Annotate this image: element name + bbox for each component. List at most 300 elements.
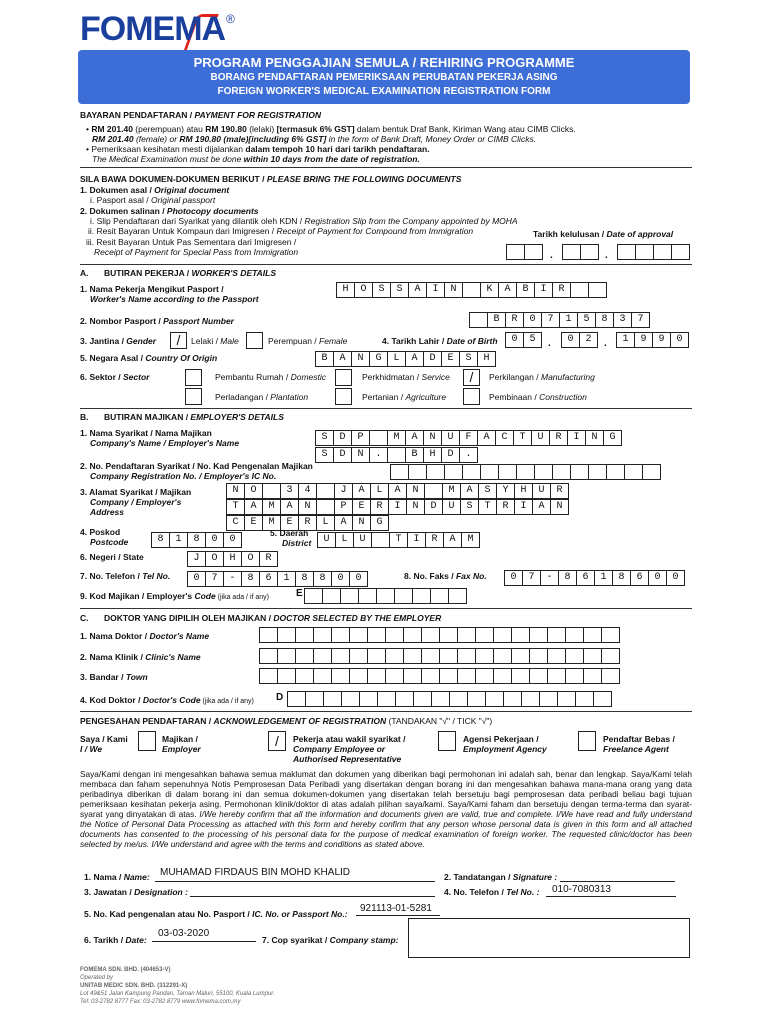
char-cell[interactable] <box>377 691 396 707</box>
char-cell[interactable] <box>588 464 607 480</box>
char-cell[interactable]: I <box>514 499 533 515</box>
char-cell[interactable] <box>534 464 553 480</box>
char-cell[interactable]: D <box>333 447 352 463</box>
char-cell[interactable]: 9 <box>652 332 671 348</box>
char-cell[interactable]: J <box>334 483 353 499</box>
signer-name-value[interactable]: MUHAMAD FIRDAUS BIN MOHD KHALID <box>160 867 351 878</box>
char-cell[interactable]: E <box>244 515 263 531</box>
char-cell[interactable] <box>390 464 409 480</box>
char-cell[interactable] <box>367 627 386 643</box>
char-cell[interactable]: 1 <box>616 332 635 348</box>
char-cell[interactable]: N <box>423 430 442 446</box>
char-cell[interactable] <box>376 588 395 604</box>
char-cell[interactable] <box>583 627 602 643</box>
char-cell[interactable] <box>331 627 350 643</box>
char-cell[interactable] <box>259 668 278 684</box>
char-cell[interactable] <box>529 627 548 643</box>
char-cell[interactable] <box>570 464 589 480</box>
char-cell[interactable]: A <box>244 499 263 515</box>
char-cell[interactable]: 8 <box>595 312 614 328</box>
char-cell[interactable]: S <box>478 483 497 499</box>
char-cell[interactable]: C <box>495 430 514 446</box>
char-cell[interactable] <box>624 464 643 480</box>
char-cell[interactable] <box>485 691 504 707</box>
char-cell[interactable] <box>516 464 535 480</box>
company-stamp-box[interactable] <box>408 918 690 958</box>
char-cell[interactable] <box>385 648 404 664</box>
char-cell[interactable]: T <box>513 430 532 446</box>
char-cell[interactable]: 1 <box>277 571 296 587</box>
char-cell[interactable] <box>565 648 584 664</box>
char-cell[interactable]: 1 <box>169 532 188 548</box>
char-cell[interactable] <box>295 648 314 664</box>
char-cell[interactable] <box>322 588 341 604</box>
char-cell[interactable] <box>323 691 342 707</box>
char-cell[interactable]: 0 <box>205 532 224 548</box>
char-cell[interactable]: U <box>531 430 550 446</box>
char-cell[interactable] <box>421 668 440 684</box>
char-cell[interactable]: N <box>406 483 425 499</box>
char-cell[interactable]: H <box>336 282 355 298</box>
char-cell[interactable]: 1 <box>559 312 578 328</box>
char-cell[interactable] <box>403 627 422 643</box>
char-cell[interactable] <box>547 648 566 664</box>
char-cell[interactable] <box>421 627 440 643</box>
char-cell[interactable]: A <box>280 499 299 515</box>
char-cell[interactable]: 2 <box>579 332 598 348</box>
char-cell[interactable]: A <box>408 282 427 298</box>
char-cell[interactable] <box>439 648 458 664</box>
sector-plantation-checkbox[interactable] <box>185 388 202 405</box>
company-name-grid-1[interactable] <box>316 430 622 446</box>
char-cell[interactable] <box>424 483 443 499</box>
char-cell[interactable]: 7 <box>522 570 541 586</box>
char-cell[interactable]: O <box>241 551 260 567</box>
signer-ic-value[interactable]: 921113-01-5281 <box>360 903 432 914</box>
char-cell[interactable] <box>475 627 494 643</box>
char-cell[interactable]: S <box>315 447 334 463</box>
char-cell[interactable]: 0 <box>349 571 368 587</box>
char-cell[interactable]: D <box>441 447 460 463</box>
char-cell[interactable]: 8 <box>313 571 332 587</box>
char-cell[interactable] <box>369 430 388 446</box>
char-cell[interactable]: 5 <box>523 332 542 348</box>
char-cell[interactable]: S <box>390 282 409 298</box>
char-cell[interactable] <box>521 691 540 707</box>
char-cell[interactable] <box>529 648 548 664</box>
char-cell[interactable]: E <box>441 351 460 367</box>
char-cell[interactable]: B <box>487 312 506 328</box>
char-cell[interactable]: A <box>388 483 407 499</box>
char-cell[interactable] <box>467 691 486 707</box>
dob-day[interactable] <box>506 332 542 348</box>
char-cell[interactable]: M <box>442 483 461 499</box>
char-cell[interactable] <box>316 483 335 499</box>
char-cell[interactable] <box>331 668 350 684</box>
char-cell[interactable]: A <box>352 483 371 499</box>
char-cell[interactable] <box>305 691 324 707</box>
fax-grid[interactable] <box>505 570 685 586</box>
char-cell[interactable] <box>493 668 512 684</box>
char-cell[interactable] <box>480 464 499 480</box>
char-cell[interactable] <box>430 588 449 604</box>
char-cell[interactable]: 8 <box>187 532 206 548</box>
company-name-grid-2[interactable] <box>316 447 478 463</box>
char-cell[interactable]: 8 <box>558 570 577 586</box>
char-cell[interactable]: H <box>223 551 242 567</box>
char-cell[interactable]: N <box>226 483 245 499</box>
char-cell[interactable]: 0 <box>505 332 524 348</box>
char-cell[interactable]: M <box>387 430 406 446</box>
char-cell[interactable] <box>511 648 530 664</box>
char-cell[interactable] <box>457 627 476 643</box>
char-cell[interactable] <box>403 648 422 664</box>
state-grid[interactable] <box>188 551 278 567</box>
char-cell[interactable] <box>444 464 463 480</box>
approval-date-month[interactable] <box>563 244 599 260</box>
char-cell[interactable]: A <box>498 282 517 298</box>
char-cell[interactable] <box>606 464 625 480</box>
char-cell[interactable] <box>341 691 360 707</box>
district-grid[interactable] <box>318 532 480 548</box>
char-cell[interactable]: A <box>460 483 479 499</box>
char-cell[interactable] <box>367 668 386 684</box>
char-cell[interactable]: L <box>335 532 354 548</box>
employer-code-grid[interactable] <box>305 588 467 604</box>
char-cell[interactable] <box>287 691 306 707</box>
char-cell[interactable] <box>262 483 281 499</box>
approval-date-year[interactable] <box>618 244 690 260</box>
ack-employer-checkbox[interactable] <box>138 731 156 751</box>
char-cell[interactable]: D <box>424 499 443 515</box>
char-cell[interactable] <box>277 648 296 664</box>
char-cell[interactable]: C <box>226 515 245 531</box>
char-cell[interactable] <box>601 627 620 643</box>
char-cell[interactable] <box>493 648 512 664</box>
postcode-grid[interactable] <box>152 532 242 548</box>
char-cell[interactable] <box>475 668 494 684</box>
char-cell[interactable]: 8 <box>612 570 631 586</box>
char-cell[interactable]: S <box>459 351 478 367</box>
char-cell[interactable] <box>349 627 368 643</box>
char-cell[interactable] <box>316 499 335 515</box>
char-cell[interactable]: 7 <box>541 312 560 328</box>
char-cell[interactable]: M <box>262 515 281 531</box>
char-cell[interactable]: U <box>532 483 551 499</box>
char-cell[interactable]: T <box>478 499 497 515</box>
char-cell[interactable]: R <box>549 430 568 446</box>
char-cell[interactable]: - <box>223 571 242 587</box>
dob-month[interactable] <box>562 332 598 348</box>
char-cell[interactable] <box>313 668 332 684</box>
dob-year[interactable] <box>617 332 689 348</box>
char-cell[interactable] <box>642 464 661 480</box>
char-cell[interactable]: U <box>441 430 460 446</box>
char-cell[interactable]: R <box>370 499 389 515</box>
char-cell[interactable]: 0 <box>523 312 542 328</box>
char-cell[interactable] <box>349 668 368 684</box>
char-cell[interactable]: R <box>298 515 317 531</box>
ack-freelance-checkbox[interactable] <box>578 731 596 751</box>
gender-female-checkbox[interactable] <box>246 332 263 349</box>
char-cell[interactable]: O <box>354 282 373 298</box>
char-cell[interactable] <box>387 447 406 463</box>
char-cell[interactable]: I <box>426 282 445 298</box>
char-cell[interactable]: N <box>550 499 569 515</box>
char-cell[interactable]: R <box>550 483 569 499</box>
char-cell[interactable] <box>304 588 323 604</box>
approval-date-day[interactable] <box>507 244 543 260</box>
char-cell[interactable] <box>552 464 571 480</box>
char-cell[interactable]: U <box>353 532 372 548</box>
char-cell[interactable] <box>371 532 390 548</box>
char-cell[interactable] <box>439 627 458 643</box>
char-cell[interactable] <box>394 588 413 604</box>
char-cell[interactable] <box>412 588 431 604</box>
char-cell[interactable] <box>426 464 445 480</box>
char-cell[interactable]: S <box>315 430 334 446</box>
char-cell[interactable]: T <box>389 532 408 548</box>
char-cell[interactable]: 3 <box>613 312 632 328</box>
char-cell[interactable] <box>439 668 458 684</box>
char-cell[interactable]: 4 <box>298 483 317 499</box>
char-cell[interactable] <box>557 691 576 707</box>
char-cell[interactable]: I <box>567 430 586 446</box>
char-cell[interactable] <box>408 464 427 480</box>
char-cell[interactable]: N <box>444 282 463 298</box>
char-cell[interactable]: H <box>514 483 533 499</box>
char-cell[interactable]: K <box>480 282 499 298</box>
ack-representative-checkbox[interactable]: / <box>268 731 286 751</box>
char-cell[interactable] <box>462 282 481 298</box>
address-grid-1[interactable] <box>227 483 569 499</box>
char-cell[interactable] <box>331 648 350 664</box>
char-cell[interactable] <box>358 588 377 604</box>
tel-grid[interactable] <box>188 571 368 587</box>
char-cell[interactable] <box>421 648 440 664</box>
char-cell[interactable]: 0 <box>187 571 206 587</box>
char-cell[interactable] <box>259 648 278 664</box>
char-cell[interactable]: 0 <box>666 570 685 586</box>
char-cell[interactable]: A <box>405 351 424 367</box>
char-cell[interactable] <box>403 668 422 684</box>
char-cell[interactable] <box>493 627 512 643</box>
gender-male-checkbox[interactable]: / <box>170 332 187 349</box>
char-cell[interactable] <box>475 648 494 664</box>
char-cell[interactable]: M <box>461 532 480 548</box>
char-cell[interactable]: U <box>442 499 461 515</box>
ack-agency-checkbox[interactable] <box>438 731 456 751</box>
char-cell[interactable]: M <box>262 499 281 515</box>
country-grid[interactable] <box>316 351 496 367</box>
char-cell[interactable]: 8 <box>151 532 170 548</box>
clinic-name-grid[interactable] <box>260 648 620 664</box>
char-cell[interactable] <box>295 668 314 684</box>
char-cell[interactable]: B <box>405 447 424 463</box>
worker-name-grid[interactable] <box>337 282 607 298</box>
char-cell[interactable] <box>313 627 332 643</box>
char-cell[interactable]: N <box>351 351 370 367</box>
char-cell[interactable]: G <box>603 430 622 446</box>
char-cell[interactable]: 0 <box>561 332 580 348</box>
char-cell[interactable]: 9 <box>634 332 653 348</box>
sector-domestic-checkbox[interactable] <box>185 369 202 386</box>
town-grid[interactable] <box>260 668 620 684</box>
char-cell[interactable]: N <box>351 447 370 463</box>
char-cell[interactable]: H <box>423 447 442 463</box>
char-cell[interactable] <box>601 648 620 664</box>
char-cell[interactable]: J <box>187 551 206 567</box>
char-cell[interactable] <box>259 627 278 643</box>
char-cell[interactable] <box>462 464 481 480</box>
char-cell[interactable]: F <box>459 430 478 446</box>
char-cell[interactable]: 6 <box>630 570 649 586</box>
char-cell[interactable]: 7 <box>205 571 224 587</box>
char-cell[interactable]: S <box>372 282 391 298</box>
char-cell[interactable]: E <box>352 499 371 515</box>
char-cell[interactable] <box>277 627 296 643</box>
char-cell[interactable]: 7 <box>631 312 650 328</box>
char-cell[interactable]: 6 <box>259 571 278 587</box>
char-cell[interactable] <box>575 691 594 707</box>
char-cell[interactable] <box>448 588 467 604</box>
char-cell[interactable]: I <box>407 532 426 548</box>
char-cell[interactable] <box>529 668 548 684</box>
char-cell[interactable] <box>511 668 530 684</box>
char-cell[interactable]: R <box>496 499 515 515</box>
char-cell[interactable]: 0 <box>670 332 689 348</box>
char-cell[interactable]: - <box>540 570 559 586</box>
char-cell[interactable]: 8 <box>295 571 314 587</box>
char-cell[interactable] <box>511 627 530 643</box>
char-cell[interactable]: 0 <box>223 532 242 548</box>
char-cell[interactable] <box>313 648 332 664</box>
char-cell[interactable] <box>565 668 584 684</box>
char-cell[interactable] <box>349 648 368 664</box>
address-grid-2[interactable] <box>227 499 569 515</box>
char-cell[interactable]: H <box>477 351 496 367</box>
char-cell[interactable] <box>601 668 620 684</box>
char-cell[interactable]: 5 <box>577 312 596 328</box>
passport-grid[interactable] <box>470 312 650 328</box>
char-cell[interactable]: 0 <box>648 570 667 586</box>
designation-field[interactable] <box>190 896 435 897</box>
char-cell[interactable]: D <box>423 351 442 367</box>
char-cell[interactable]: R <box>505 312 524 328</box>
char-cell[interactable] <box>570 282 589 298</box>
char-cell[interactable]: 1 <box>594 570 613 586</box>
char-cell[interactable]: A <box>333 351 352 367</box>
char-cell[interactable] <box>385 668 404 684</box>
char-cell[interactable] <box>583 668 602 684</box>
char-cell[interactable] <box>583 648 602 664</box>
doctor-code-grid[interactable] <box>288 691 612 707</box>
char-cell[interactable] <box>498 464 517 480</box>
char-cell[interactable] <box>469 312 488 328</box>
char-cell[interactable]: I <box>388 499 407 515</box>
char-cell[interactable]: R <box>425 532 444 548</box>
char-cell[interactable]: B <box>315 351 334 367</box>
char-cell[interactable] <box>588 282 607 298</box>
char-cell[interactable]: G <box>370 515 389 531</box>
char-cell[interactable] <box>449 691 468 707</box>
char-cell[interactable]: G <box>369 351 388 367</box>
char-cell[interactable]: N <box>585 430 604 446</box>
char-cell[interactable] <box>539 691 558 707</box>
signature-field[interactable] <box>560 881 675 882</box>
sector-service-checkbox[interactable] <box>335 369 352 386</box>
char-cell[interactable]: A <box>443 532 462 548</box>
char-cell[interactable]: N <box>352 515 371 531</box>
char-cell[interactable]: L <box>387 351 406 367</box>
char-cell[interactable] <box>340 588 359 604</box>
char-cell[interactable] <box>431 691 450 707</box>
char-cell[interactable]: O <box>244 483 263 499</box>
char-cell[interactable]: R <box>552 282 571 298</box>
char-cell[interactable]: T <box>226 499 245 515</box>
company-reg-grid[interactable] <box>391 464 661 480</box>
char-cell[interactable]: I <box>534 282 553 298</box>
sector-manufacturing-checkbox[interactable]: / <box>463 369 480 386</box>
char-cell[interactable]: . <box>369 447 388 463</box>
char-cell[interactable]: U <box>317 532 336 548</box>
char-cell[interactable]: O <box>205 551 224 567</box>
char-cell[interactable] <box>395 691 414 707</box>
signer-date-value[interactable]: 03-03-2020 <box>158 928 210 939</box>
signer-tel-value[interactable]: 010-7080313 <box>552 884 611 895</box>
char-cell[interactable]: E <box>280 515 299 531</box>
char-cell[interactable]: B <box>516 282 535 298</box>
char-cell[interactable]: 6 <box>576 570 595 586</box>
char-cell[interactable]: 0 <box>504 570 523 586</box>
char-cell[interactable]: A <box>532 499 551 515</box>
char-cell[interactable]: S <box>460 499 479 515</box>
sector-agriculture-checkbox[interactable] <box>335 388 352 405</box>
char-cell[interactable] <box>503 691 522 707</box>
char-cell[interactable] <box>277 668 296 684</box>
char-cell[interactable] <box>295 627 314 643</box>
char-cell[interactable]: . <box>459 447 478 463</box>
char-cell[interactable]: L <box>370 483 389 499</box>
char-cell[interactable] <box>593 691 612 707</box>
char-cell[interactable] <box>547 668 566 684</box>
doctor-name-grid[interactable] <box>260 627 620 643</box>
char-cell[interactable]: P <box>351 430 370 446</box>
char-cell[interactable]: A <box>405 430 424 446</box>
char-cell[interactable] <box>385 627 404 643</box>
char-cell[interactable] <box>457 668 476 684</box>
char-cell[interactable]: N <box>406 499 425 515</box>
char-cell[interactable]: R <box>259 551 278 567</box>
sector-construction-checkbox[interactable] <box>463 388 480 405</box>
char-cell[interactable]: 3 <box>280 483 299 499</box>
char-cell[interactable] <box>359 691 378 707</box>
char-cell[interactable] <box>367 648 386 664</box>
char-cell[interactable]: Y <box>496 483 515 499</box>
char-cell[interactable] <box>413 691 432 707</box>
char-cell[interactable]: D <box>333 430 352 446</box>
char-cell[interactable]: A <box>477 430 496 446</box>
char-cell[interactable]: 8 <box>241 571 260 587</box>
char-cell[interactable]: L <box>316 515 335 531</box>
char-cell[interactable]: A <box>334 515 353 531</box>
char-cell[interactable] <box>565 627 584 643</box>
char-cell[interactable]: N <box>298 499 317 515</box>
char-cell[interactable] <box>457 648 476 664</box>
char-cell[interactable]: P <box>334 499 353 515</box>
char-cell[interactable] <box>547 627 566 643</box>
char-cell[interactable]: 0 <box>331 571 350 587</box>
